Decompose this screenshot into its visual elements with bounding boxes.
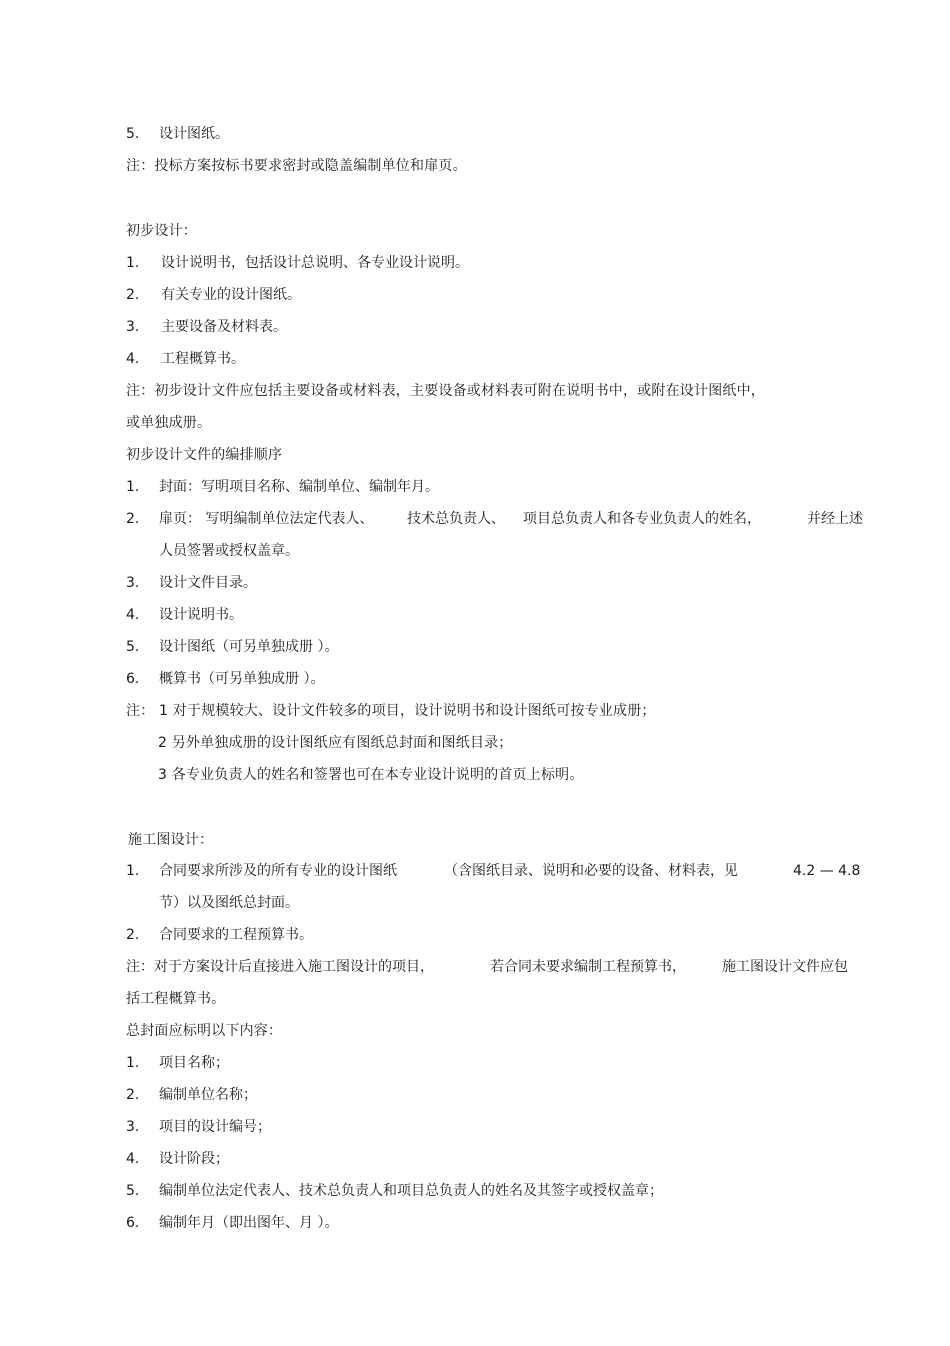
note-text: 注：投标方案按标书要求密封或隐盖编制单位和扉页。 — [126, 158, 467, 174]
list-number: 3. — [126, 575, 140, 591]
subsection-heading: 总封面应标明以下内容： — [126, 1023, 283, 1039]
list-number: 3. — [126, 319, 140, 335]
list-number: 1. — [126, 255, 140, 271]
list-item-text: 并经上述 — [807, 511, 863, 527]
list-item-text-continued: 人员签署或授权盖章。 — [159, 543, 299, 559]
list-number: 2. — [126, 1087, 140, 1103]
note-text: 若合同未要求编制工程预算书， — [490, 959, 686, 975]
list-number: 4. — [126, 607, 140, 623]
list-item-text: 编制单位名称； — [159, 1087, 257, 1103]
note-text-continued: 或单独成册。 — [126, 415, 212, 431]
section-heading: 初步设计： — [126, 223, 197, 239]
list-number: 2. — [126, 287, 140, 303]
list-item-text: （含图纸目录、说明和必要的设备、材料表，见 — [444, 863, 738, 879]
list-number: 3. — [126, 1119, 140, 1135]
list-item-text: 项目的设计编号； — [159, 1119, 271, 1135]
note-text: 3 各专业负责人的姓名和签署也可在本专业设计说明的首页上标明。 — [158, 767, 584, 783]
list-item-text: 合同要求的工程预算书。 — [159, 927, 313, 943]
list-number: 6. — [126, 671, 140, 687]
list-item-text: 编制年月（即出图年、月 ）。 — [159, 1215, 339, 1231]
list-item-text: 设计说明书，包括设计总说明、各专业设计说明。 — [161, 255, 469, 271]
list-number: 2. — [126, 927, 140, 943]
note-text: 施工图设计文件应包 — [722, 959, 848, 975]
list-number: 2. — [126, 511, 140, 527]
list-item-text: 项目名称； — [159, 1055, 229, 1071]
note-text: 注：对于方案设计后直接进入施工图设计的项目， — [126, 959, 434, 975]
list-number: 6. — [126, 1215, 140, 1231]
note-text: 注： 1 对于规模较大、设计文件较多的项目，设计说明书和设计图纸可按专业成册； — [126, 703, 656, 719]
list-item-text: 设计图纸（可另单独成册 ）。 — [159, 639, 339, 655]
list-item-text: 项目总负责人和各专业负责人的姓名， — [523, 511, 761, 527]
list-item-text: 合同要求所涉及的所有专业的设计图纸 — [159, 863, 397, 879]
list-item-text: 技术总负责人、 — [407, 511, 505, 527]
list-item-text: 设计说明书。 — [159, 607, 243, 623]
list-item-text: 工程概算书。 — [161, 351, 245, 367]
list-item-text: 4.2 — 4.8 — [793, 863, 861, 879]
list-item-text: 概算书（可另单独成册 ）。 — [159, 671, 325, 687]
list-item-text: 有关专业的设计图纸。 — [161, 287, 301, 303]
list-item-text-continued: 节）以及图纸总封面。 — [159, 895, 299, 911]
subsection-heading: 初步设计文件的编排顺序 — [126, 447, 283, 463]
note-text-continued: 括工程概算书。 — [126, 991, 226, 1007]
list-item-text: 设计文件目录。 — [159, 575, 257, 591]
list-number: 4. — [126, 351, 140, 367]
list-item-text: 主要设备及材料表。 — [161, 319, 287, 335]
list-item-text: 编制单位法定代表人、技术总负责人和项目总负责人的姓名及其签字或授权盖章； — [159, 1183, 663, 1199]
list-number: 1. — [126, 863, 140, 879]
list-item-text: 设计图纸。 — [159, 126, 229, 142]
section-heading: 施工图设计： — [128, 832, 214, 848]
list-number: 5. — [126, 1183, 140, 1199]
list-item-text: 封面：写明项目名称、编制单位、编制年月。 — [159, 479, 439, 495]
note-text: 2 另外单独成册的设计图纸应有图纸总封面和图纸目录； — [158, 735, 513, 751]
list-number: 1. — [126, 479, 140, 495]
list-number: 4. — [126, 1151, 140, 1167]
list-number: 5. — [126, 126, 140, 142]
list-number: 1. — [126, 1055, 140, 1071]
list-item-text: 扉页： 写明编制单位法定代表人、 — [159, 511, 374, 527]
note-text: 注：初步设计文件应包括主要设备或材料表，主要设备或材料表可附在说明书中，或附在设计图纸中， — [126, 383, 765, 399]
list-number: 5. — [126, 639, 140, 655]
list-item-text: 设计阶段； — [159, 1151, 229, 1167]
